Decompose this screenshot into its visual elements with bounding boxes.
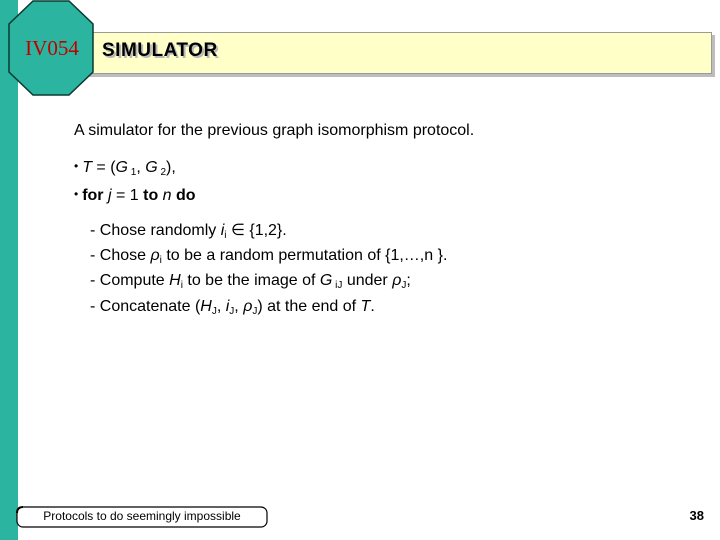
sub-ij: iJ xyxy=(332,280,343,291)
footer-label: Protocols to do seemingly impossible xyxy=(43,509,241,523)
var-h: H xyxy=(169,272,181,289)
step1-prefix: - Chose randomly xyxy=(90,222,221,239)
step3-under: under xyxy=(342,272,393,289)
bullet-glyph: • xyxy=(74,159,79,173)
var-rho: ρ xyxy=(150,247,160,264)
step1-rest: ∈ {1,2}. xyxy=(226,222,287,239)
var-g: G xyxy=(319,272,333,289)
sub-i: i xyxy=(180,280,183,291)
sub-j: J xyxy=(211,306,217,317)
text-eq: = ( xyxy=(91,159,116,176)
slide-title: SIMULATOR xyxy=(102,40,218,61)
var-rho: ρ xyxy=(392,272,402,289)
bullet-for-loop xyxy=(74,188,196,204)
var-g1: G xyxy=(115,159,128,176)
bullet-t-definition xyxy=(74,160,176,178)
step4-comma1: , xyxy=(216,298,226,315)
sub-j: J xyxy=(229,306,235,317)
text-eq1: = 1 xyxy=(111,187,144,204)
step4-prefix: - Concatenate ( xyxy=(90,298,201,315)
text-close: ), xyxy=(166,159,176,176)
step3-mid: to be the image of xyxy=(182,272,320,289)
step3-prefix: - Compute xyxy=(90,272,170,289)
kw-do: do xyxy=(171,187,196,204)
step4-end: . xyxy=(370,298,375,315)
text-comma: , xyxy=(136,159,146,176)
step-3 xyxy=(90,273,411,291)
sub-i: i xyxy=(159,255,162,266)
var-t: T xyxy=(82,159,92,176)
var-n: n xyxy=(162,187,172,204)
var-h: H xyxy=(200,298,212,315)
step2-prefix: - Chose xyxy=(90,247,151,264)
var-i: i xyxy=(220,222,225,239)
step-4 xyxy=(90,299,375,317)
var-i: i xyxy=(225,298,230,315)
step4-comma2: , xyxy=(234,298,244,315)
kw-for: for xyxy=(82,187,108,204)
sub-2: 2 xyxy=(157,167,167,178)
sub-i: i xyxy=(224,230,227,241)
step2-rest: to be a random permutation of {1,…,n }. xyxy=(161,247,448,264)
sub-1: 1 xyxy=(128,167,137,178)
page-number: 38 xyxy=(689,508,704,523)
sub-j: J xyxy=(252,306,258,317)
step4-mid: ) at the end of xyxy=(257,298,361,315)
var-t: T xyxy=(360,298,371,315)
sub-j: J xyxy=(401,280,407,291)
step-2 xyxy=(90,248,447,266)
var-g2: G xyxy=(145,159,158,176)
var-j: j xyxy=(107,187,112,204)
bullet-glyph: • xyxy=(74,187,79,201)
step-1 xyxy=(90,223,287,241)
var-rho: ρ xyxy=(243,298,253,315)
course-code: IV054 xyxy=(25,36,79,60)
intro-text: A simulator for the previous graph isomorphism protocol. xyxy=(74,122,475,139)
kw-to: to xyxy=(143,187,163,204)
step3-end: ; xyxy=(406,272,411,289)
